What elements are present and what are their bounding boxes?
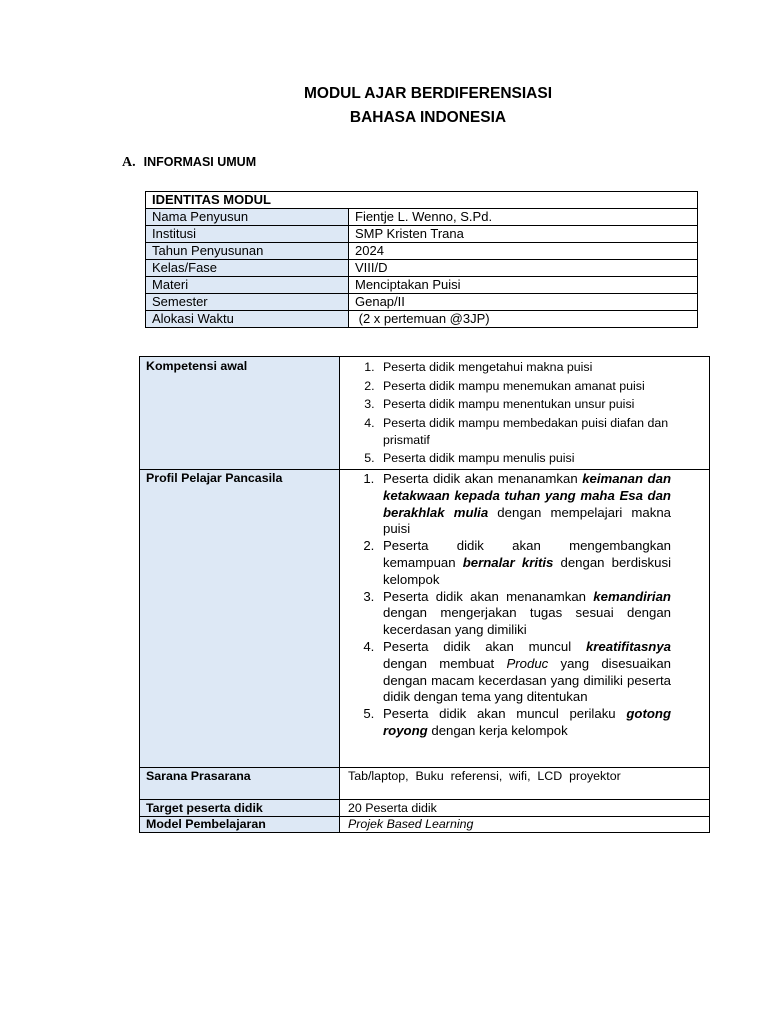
- section-heading: [122, 155, 256, 171]
- target-label: Target peserta didik: [140, 800, 340, 817]
- list-item: 4. Peserta didik mampu membedakan puisi diafan dan prismatif: [378, 415, 703, 449]
- target-value: 20 Peserta didik: [340, 800, 710, 817]
- table-row: [146, 226, 698, 243]
- table-row: [140, 357, 710, 470]
- table-row: [146, 243, 698, 260]
- kompetensi-awal-list: [348, 359, 703, 467]
- list-text: dengan kerja kelompok: [427, 722, 568, 738]
- row-key: Alokasi Waktu: [146, 311, 349, 328]
- list-text: yang disesuaikan dengan macam kecerdasan yang dimiliki peserta didik dengan tema yang ditentukan: [383, 655, 671, 705]
- list-item: 5. Peserta didik mampu menulis puisi: [378, 450, 703, 467]
- row-key: Materi: [146, 277, 349, 294]
- list-text: Peserta didik akan muncul perilaku: [383, 706, 627, 722]
- model-label: Model Pembelajaran: [140, 817, 340, 833]
- section-label: INFORMASI UMUM: [143, 155, 257, 169]
- row-value: Genap/II: [349, 294, 698, 311]
- kompetensi-awal-cell: [340, 357, 710, 470]
- list-text: dengan membuat: [383, 655, 507, 671]
- table-row: [140, 800, 710, 817]
- table-row: [146, 209, 698, 226]
- list-text: dengan berdiskusi kelompok: [383, 554, 672, 587]
- document-subtitle: BAHASA INDONESIA: [349, 109, 507, 126]
- row-key: Kelas/Fase: [146, 260, 349, 277]
- list-text: Peserta didik akan menanamkan: [383, 471, 583, 486]
- emphasis-text: bernalar kritis: [462, 554, 554, 570]
- profil-label: Profil Pelajar Pancasila: [140, 470, 340, 768]
- section-letter: A.: [122, 155, 136, 170]
- list-text: Peserta didik akan mengembangkan kemampuan: [383, 538, 671, 570]
- row-key: Nama Penyusun: [146, 209, 349, 226]
- row-value: 2024: [349, 243, 698, 260]
- list-item: 2. Peserta didik mampu menemukan amanat puisi: [378, 378, 703, 395]
- profil-list: [348, 471, 671, 740]
- emphasis-text: gotong royong: [383, 706, 671, 738]
- table-row: [140, 817, 710, 833]
- row-value: (2 x pertemuan @3JP): [349, 311, 698, 328]
- list-item: 1. Peserta didik mengetahui makna puisi: [378, 359, 703, 376]
- table-header-row: [146, 192, 698, 209]
- row-key: Tahun Penyusunan: [146, 243, 349, 260]
- list-text: Peserta didik akan muncul: [383, 638, 586, 654]
- profil-cell: [340, 470, 710, 768]
- row-key: Institusi: [146, 226, 349, 243]
- row-value: Fientje L. Wenno, S.Pd.: [349, 209, 698, 226]
- list-text: dengan mengerjakan tugas sesuai dengan kecerdasan yang dimiliki: [383, 605, 671, 638]
- table-row: [146, 260, 698, 277]
- row-key: Semester: [146, 294, 349, 311]
- emphasis-text: Produc: [506, 655, 549, 671]
- list-text: dengan mempelajari makna puisi: [383, 504, 672, 537]
- row-value: SMP Kristen Trana: [349, 226, 698, 243]
- sarana-label: Sarana Prasarana: [140, 768, 340, 800]
- row-value: VIII/D: [349, 260, 698, 277]
- identitas-modul-table: [145, 191, 698, 328]
- table-row: [146, 311, 698, 328]
- identitas-header: IDENTITAS MODUL: [146, 192, 698, 209]
- list-item: [378, 706, 671, 740]
- emphasis-text: keimanan dan ketakwaan kepada tuhan yang maha Esa dan berakhlak mulia: [383, 471, 671, 520]
- list-item: [378, 538, 671, 588]
- list-item: [378, 639, 671, 706]
- table-row: [140, 768, 710, 800]
- list-item: 3. Peserta didik mampu menentukan unsur puisi: [378, 396, 703, 413]
- sarana-value: Tab/laptop, Buku referensi, wifi, LCD proyektor: [340, 768, 710, 800]
- model-value: Projek Based Learning: [340, 817, 710, 833]
- kompetensi-awal-label: Kompetensi awal: [140, 357, 340, 470]
- list-item: [378, 471, 671, 538]
- table-row: [146, 294, 698, 311]
- table-row: [146, 277, 698, 294]
- emphasis-text: kreatifitasnya: [585, 638, 671, 654]
- document-title: MODUL AJAR BERDIFERENSIASI: [303, 85, 553, 102]
- list-text: Peserta didik akan menanamkan: [383, 588, 594, 604]
- emphasis-text: kemandirian: [593, 588, 671, 604]
- row-value: Menciptakan Puisi: [349, 277, 698, 294]
- kompetensi-table: [139, 356, 710, 833]
- table-row: [140, 470, 710, 768]
- list-item: [378, 589, 671, 639]
